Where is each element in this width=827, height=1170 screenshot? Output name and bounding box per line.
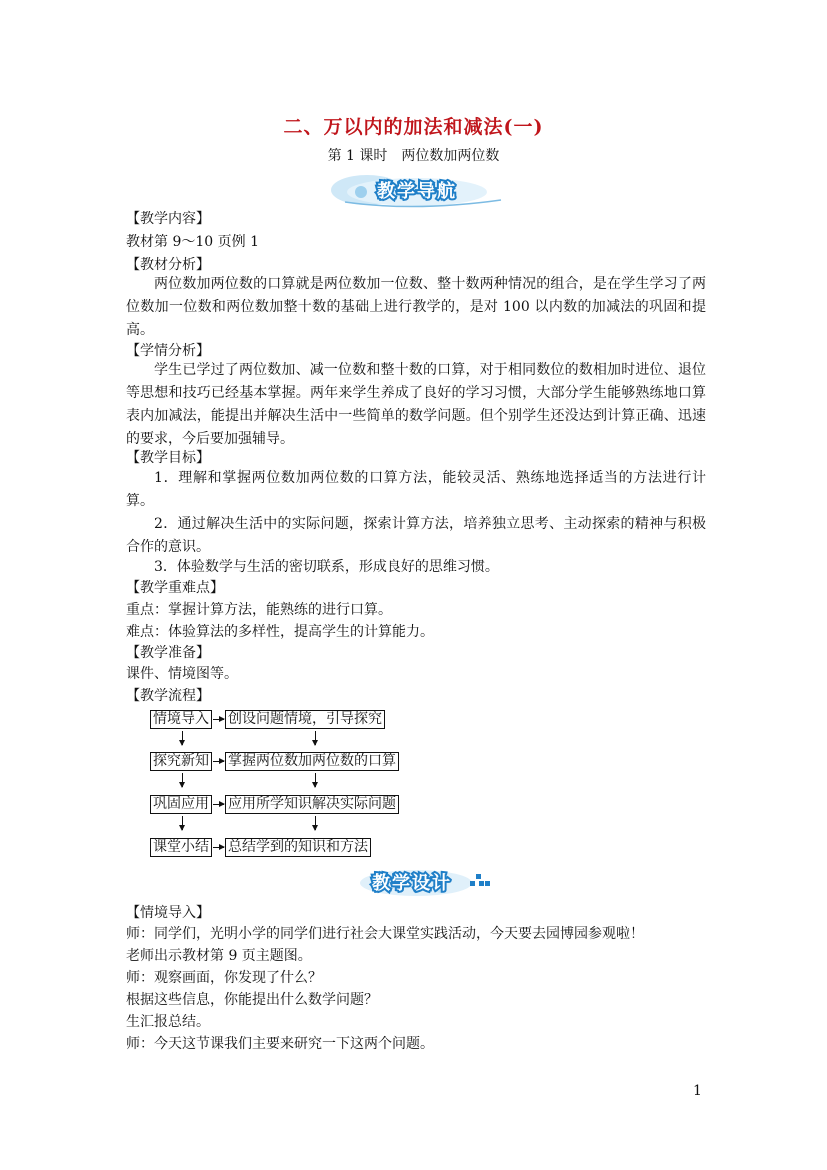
difficult-point: 难点：体验算法的多样性，提高学生的计算能力。 bbox=[126, 624, 434, 640]
teaching-guide-banner bbox=[325, 170, 505, 210]
intro-line-1: 师：同学们，光明小学的同学们进行社会大课堂实践活动，今天要去园博园参观啦！ bbox=[126, 926, 644, 942]
flow-desc-1: 创设问题情境，引导探究 bbox=[225, 710, 385, 729]
page-title: 二、万以内的加法和减法(一) bbox=[283, 116, 544, 138]
flow-step-3: 巩固应用 bbox=[150, 795, 212, 814]
flow-arrow-right bbox=[213, 719, 224, 720]
flow-desc-2: 掌握两位数加两位数的口算 bbox=[225, 752, 399, 771]
intro-heading: 【情境导入】 bbox=[126, 905, 210, 921]
flow-arrow-down bbox=[182, 731, 183, 745]
flow-arrow-down bbox=[315, 773, 316, 787]
goal-1: 1．理解和掌握两位数加两位数的口算方法，能较灵活、熟练地选择适当的方法进行计算。 bbox=[126, 470, 706, 509]
flow-arrow-down bbox=[315, 816, 316, 830]
prep-heading: 【教学准备】 bbox=[126, 645, 210, 661]
banner-guide-text: 教学导航 bbox=[377, 181, 457, 202]
flow-heading: 【教学流程】 bbox=[126, 688, 210, 704]
flow-step-4: 课堂小结 bbox=[150, 838, 212, 857]
intro-line-2: 老师出示教材第 9 页主题图。 bbox=[126, 948, 312, 964]
flow-arrow-down bbox=[315, 731, 316, 745]
flow-arrow-down bbox=[182, 773, 183, 787]
key-heading: 【教学重难点】 bbox=[126, 580, 224, 596]
banner-design-text: 教学设计 bbox=[372, 873, 452, 894]
intro-line-5: 生汇报总结。 bbox=[126, 1014, 210, 1030]
analysis-heading: 【教材分析】 bbox=[126, 257, 210, 273]
intro-line-3: 师：观察画面，你发现了什么？ bbox=[126, 970, 322, 986]
prep-text: 课件、情境图等。 bbox=[126, 666, 238, 682]
page-number: 1 bbox=[693, 1083, 702, 1099]
flow-arrow-right bbox=[213, 847, 224, 848]
flow-arrow-right bbox=[213, 761, 224, 762]
content-heading: 【教学内容】 bbox=[126, 211, 210, 227]
flow-arrow-down bbox=[182, 816, 183, 830]
intro-line-6: 师：今天这节课我们主要来研究一下这两个问题。 bbox=[126, 1036, 434, 1052]
learner-text: 学生已学过了两位数加、减一位数和整十数的口算，对于相同数位的数相加时进位、退位等思想和技巧已经基本掌握。两年来学生养成了良好的学习习惯，大部分学生能够熟练地口算表内加减法，能提出并解决生活中一些简单的数学问题。但个别学生还没达到计算正确、迅速的要求，今后要加强辅导。 bbox=[126, 362, 706, 447]
key-point: 重点：掌握计算方法，能熟练的进行口算。 bbox=[126, 602, 392, 618]
intro-line-4: 根据这些信息，你能提出什么数学问题？ bbox=[126, 992, 378, 1008]
flow-desc-4: 总结学到的知识和方法 bbox=[225, 838, 371, 857]
flow-desc-3: 应用所学知识解决实际问题 bbox=[225, 795, 399, 814]
flow-step-2: 探究新知 bbox=[150, 752, 212, 771]
content-text: 教材第 9～10 页例 1 bbox=[126, 234, 259, 250]
lesson-subtitle: 第 1 课时 两位数加两位数 bbox=[327, 148, 500, 164]
flow-step-1: 情境导入 bbox=[150, 710, 212, 729]
learner-heading: 【学情分析】 bbox=[126, 343, 210, 359]
goal-3: 3．体验数学与生活的密切联系，形成良好的思维习惯。 bbox=[154, 559, 499, 575]
teaching-design-banner bbox=[358, 864, 498, 900]
goal-2: 2．通过解决生活中的实际问题，探索计算方法，培养独立思考、主动探索的精神与积极合作的意识。 bbox=[126, 516, 706, 555]
analysis-text: 两位数加两位数的口算就是两位数加一位数、整十数两种情况的组合，是在学生学习了两位数加一位数和两位数加整十数的基础上进行教学的，是对 100 以内数的加减法的巩固和提高。 bbox=[126, 276, 706, 338]
goal-heading: 【教学目标】 bbox=[126, 450, 210, 466]
flow-arrow-right bbox=[213, 804, 224, 805]
